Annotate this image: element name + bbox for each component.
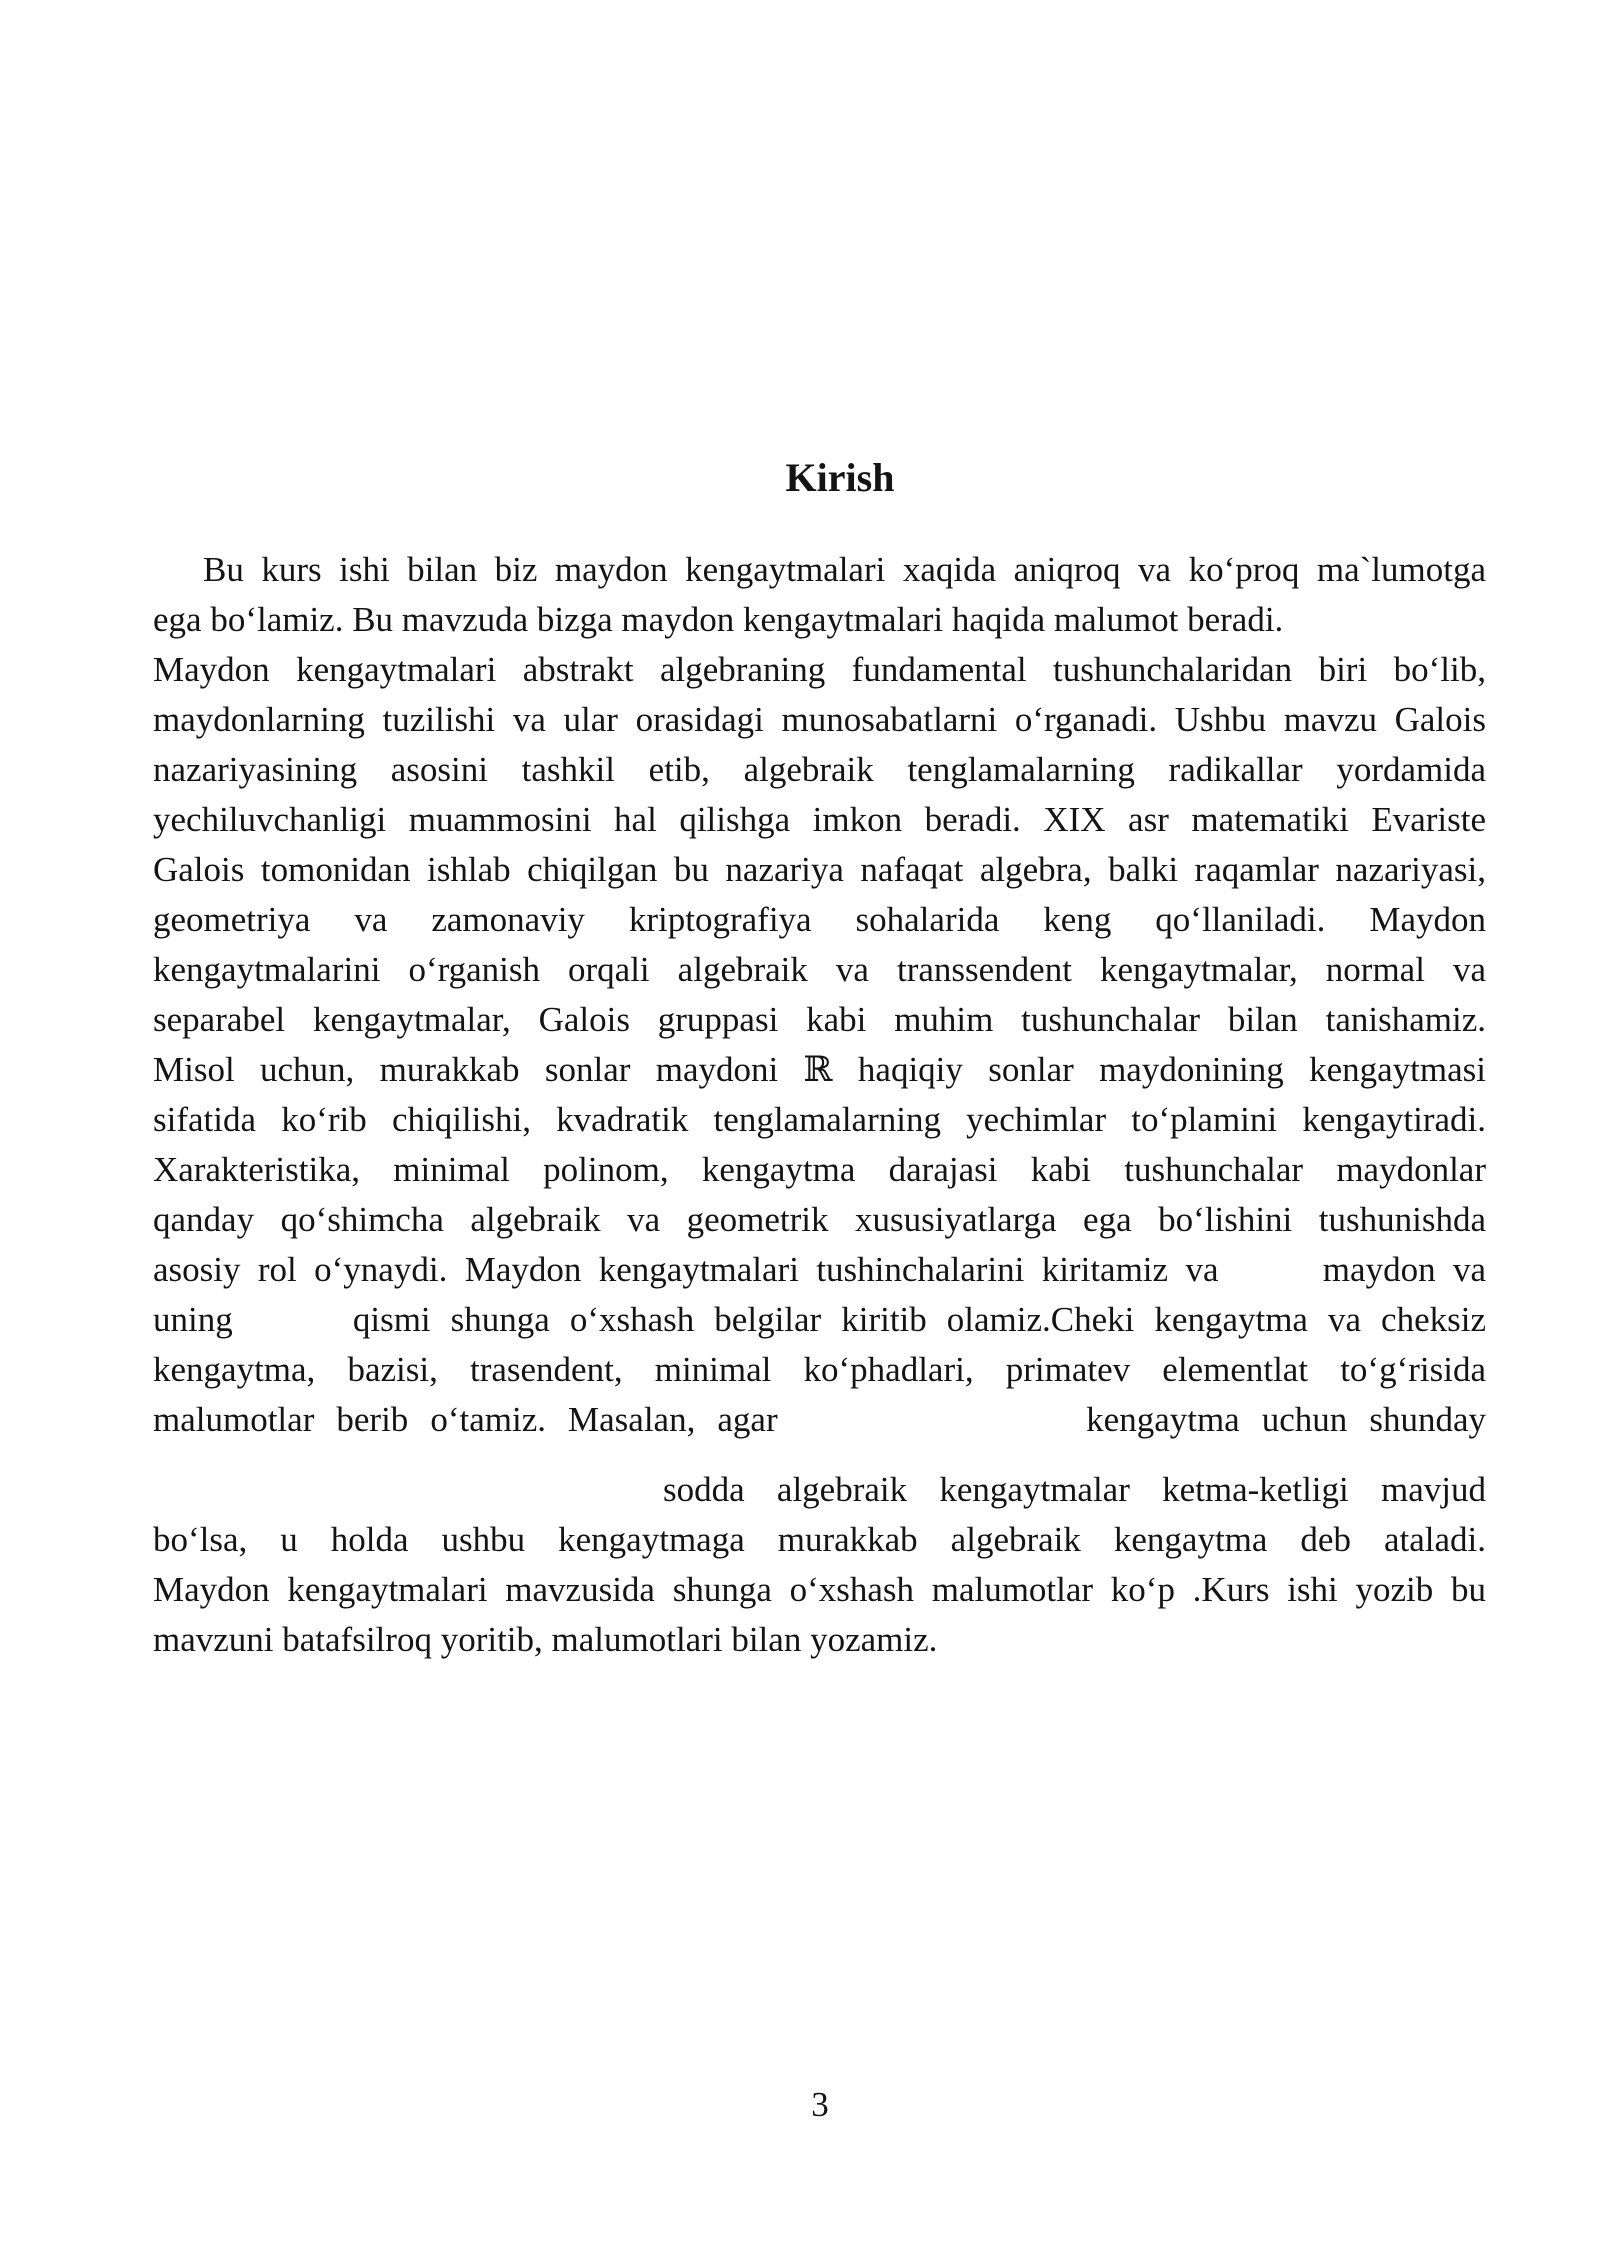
text-line: Galois tomonidan ishlab chiqilgan bu nazariya nafaqat algebra, balki raqamlar nazariyasi, xyxy=(153,850,1486,889)
text-line: sodda algebraik kengaytmalar ketma-ketligi mavjud xyxy=(663,1470,1486,1509)
text-line: mavzuni batafsilroq yoritib, malumotlari bilan yozamiz. xyxy=(153,1620,938,1659)
paragraph-intro xyxy=(153,545,1486,1445)
paragraph-continuation xyxy=(153,1465,1486,1665)
page-title: Kirish xyxy=(785,455,895,500)
text-line: malumotlar berib o‘tamiz. Masalan, agar kengaytma uchun shunday xyxy=(153,1400,1486,1439)
text-line: sifatida ko‘rib chiqilishi, kvadratik tenglamalarning yechimlar to‘plamini kengaytiradi. xyxy=(153,1100,1486,1139)
text-line: Misol uchun, murakkab sonlar maydoni ℝ haqiqiy sonlar maydonining kengaytmasi xyxy=(153,1050,1486,1089)
text-line: yechiluvchanligi muammosini hal qilishga imkon beradi. XIX asr matematiki Evariste xyxy=(153,800,1486,839)
text-line: kengaytmalarini o‘rganish orqali algebraik va transsendent kengaytmalar, normal va xyxy=(153,950,1486,989)
text-line: bo‘lsa, u holda ushbu kengaytmaga murakkab algebraik kengaytma deb ataladi. xyxy=(153,1520,1486,1559)
text-line: Maydon kengaytmalari abstrakt algebraning fundamental tushunchalaridan biri bo‘lib, xyxy=(153,650,1486,689)
text-line: nazariyasining asosini tashkil etib, algebraik tenglamalarning radikallar yordamida xyxy=(153,750,1486,789)
text-line: asosiy rol o‘ynaydi. Maydon kengaytmalari tushinchalarini kiritamiz va maydon va xyxy=(153,1250,1486,1289)
text-line: separabel kengaytmalar, Galois gruppasi kabi muhim tushunchalar bilan tanishamiz. xyxy=(153,1000,1486,1039)
text-line: Bu kurs ishi bilan biz maydon kengaytmalari xaqida aniqroq va ko‘proq ma`lumotga xyxy=(203,550,1486,589)
text-line: uning qismi shunga o‘xshash belgilar kiritib olamiz.Cheki kengaytma va cheksiz xyxy=(153,1300,1486,1339)
text-line: Xarakteristika, minimal polinom, kengaytma darajasi kabi tushunchalar maydonlar xyxy=(153,1150,1486,1189)
text-line: geometriya va zamonaviy kriptografiya sohalarida keng qo‘llaniladi. Maydon xyxy=(153,900,1486,939)
text-line: Maydon kengaytmalari mavzusida shunga o‘xshash malumotlar ko‘p .Kurs ishi yozib bu xyxy=(153,1570,1486,1609)
text-line: qanday qo‘shimcha algebraik va geometrik xususiyatlarga ega bo‘lishini tushunishda xyxy=(153,1200,1486,1239)
text-line: kengaytma, bazisi, trasendent, minimal ko‘phadlari, primatev elementlat to‘g‘risida xyxy=(153,1350,1486,1389)
text-line: ega bo‘lamiz. Bu mavzuda bizga maydon kengaytmalari haqida malumot beradi. xyxy=(153,600,1284,639)
page-number: 3 xyxy=(811,2085,829,2124)
text-line: maydonlarning tuzilishi va ular orasidagi munosabatlarni o‘rganadi. Ushbu mavzu Galois xyxy=(153,700,1486,739)
